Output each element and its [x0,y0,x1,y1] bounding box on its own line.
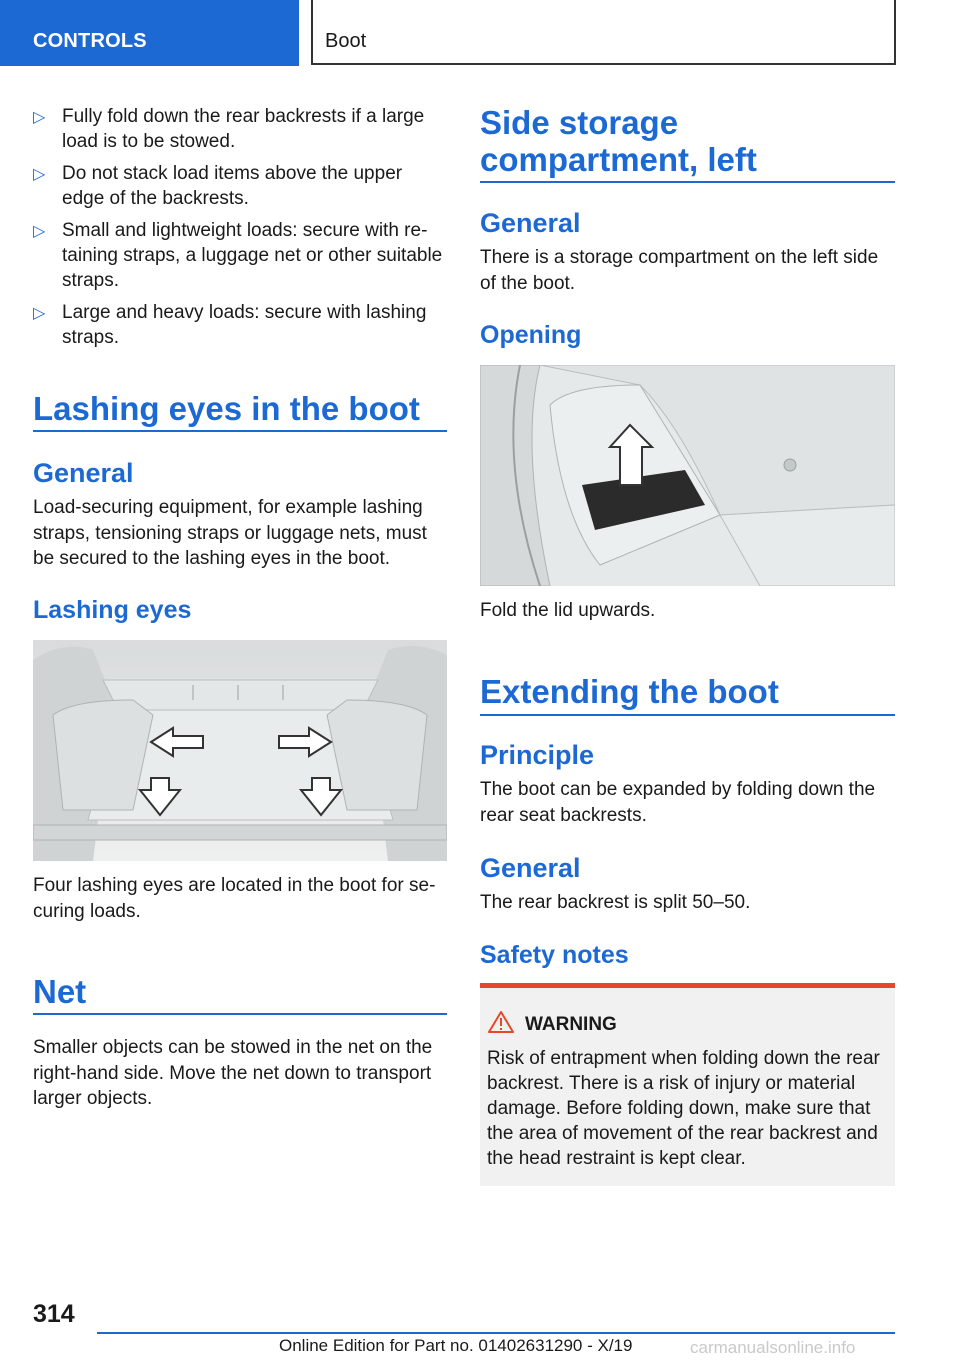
bullet-list [33,104,447,357]
triangle-bullet-icon: ▷ [33,109,46,126]
heading-rule [480,714,895,716]
watermark: carmanualsonline.info [690,1338,856,1357]
heading-general-extending: General [480,853,581,883]
storage-compartment-illustration [480,365,895,586]
warning-text: Risk of entrapment when folding down the rear backrest. There is a risk of injury or material damage. Before folding down, make sure that the area of movement of the rear backrest and the head restraint is kept clear. [487,1048,880,1169]
list-item: ▷ Large and heavy loads: secure with lashing straps. [33,302,427,348]
list-item: ▷ Fully fold down the rear backrests if a large load is to be stowed. [33,106,425,152]
boot-illustration [33,640,447,861]
triangle-bullet-icon: ▷ [33,166,46,183]
list-item: ▷ Do not stack load items above the upper edge of the backrests. [33,163,403,209]
triangle-bullet-icon: ▷ [33,305,46,322]
footer-rule [97,1332,895,1334]
principle-paragraph: The boot can be expanded by folding down the rear seat backrests. [480,779,876,826]
heading-net: Net [33,973,87,1010]
heading-rule [33,430,447,432]
lashing-eyes-figure [33,640,447,861]
warning-triangle-icon [488,1010,514,1034]
heading-safety-notes: Safety notes [480,941,629,969]
heading-lashing-eyes: Lashing eyes [33,596,192,624]
page-number: 314 [33,1300,75,1328]
footer-edition: Online Edition for Part no. 01402631290 - X/19 [279,1336,633,1355]
heading-side-storage: Side storage compartment, left [480,104,757,178]
heading-rule [33,1013,447,1015]
heading-opening: Opening [480,321,582,349]
page-header [0,0,960,66]
heading-extending-boot: Extending the boot [480,673,779,710]
net-paragraph: Smaller objects can be stowed in the net on the right-hand side. Move the net down to transport larger objects. [33,1037,433,1109]
heading-rule [480,181,895,183]
opening-figure [480,365,895,586]
side-general-paragraph: There is a storage compartment on the left side of the boot. [480,247,879,294]
heading-principle: Principle [480,740,595,770]
general-paragraph: Load-securing equipment, for example lashing straps, tensioning straps or luggage nets, must be secured to the lashing eyes in the boot. [33,497,427,569]
split-paragraph: The rear backrest is split 50–50. [480,892,751,913]
warning-label: WARNING [525,1014,617,1035]
triangle-bullet-icon: ▷ [33,223,46,240]
section-tab: CONTROLS [0,0,299,66]
page-title: Boot [325,30,367,52]
heading-lashing-eyes-in-boot: Lashing eyes in the boot [33,390,420,427]
list-item: ▷ Small and lightweight loads: secure with retaining straps, a luggage net or other suitable straps. [33,220,443,291]
heading-general: General [33,458,134,488]
header-title-frame [311,0,896,65]
heading-general-right: General [480,208,581,238]
lashing-caption: Four lashing eyes are located in the boot for securing loads. [33,875,436,922]
opening-caption: Fold the lid upwards. [480,600,656,621]
warning-box [480,983,895,1186]
